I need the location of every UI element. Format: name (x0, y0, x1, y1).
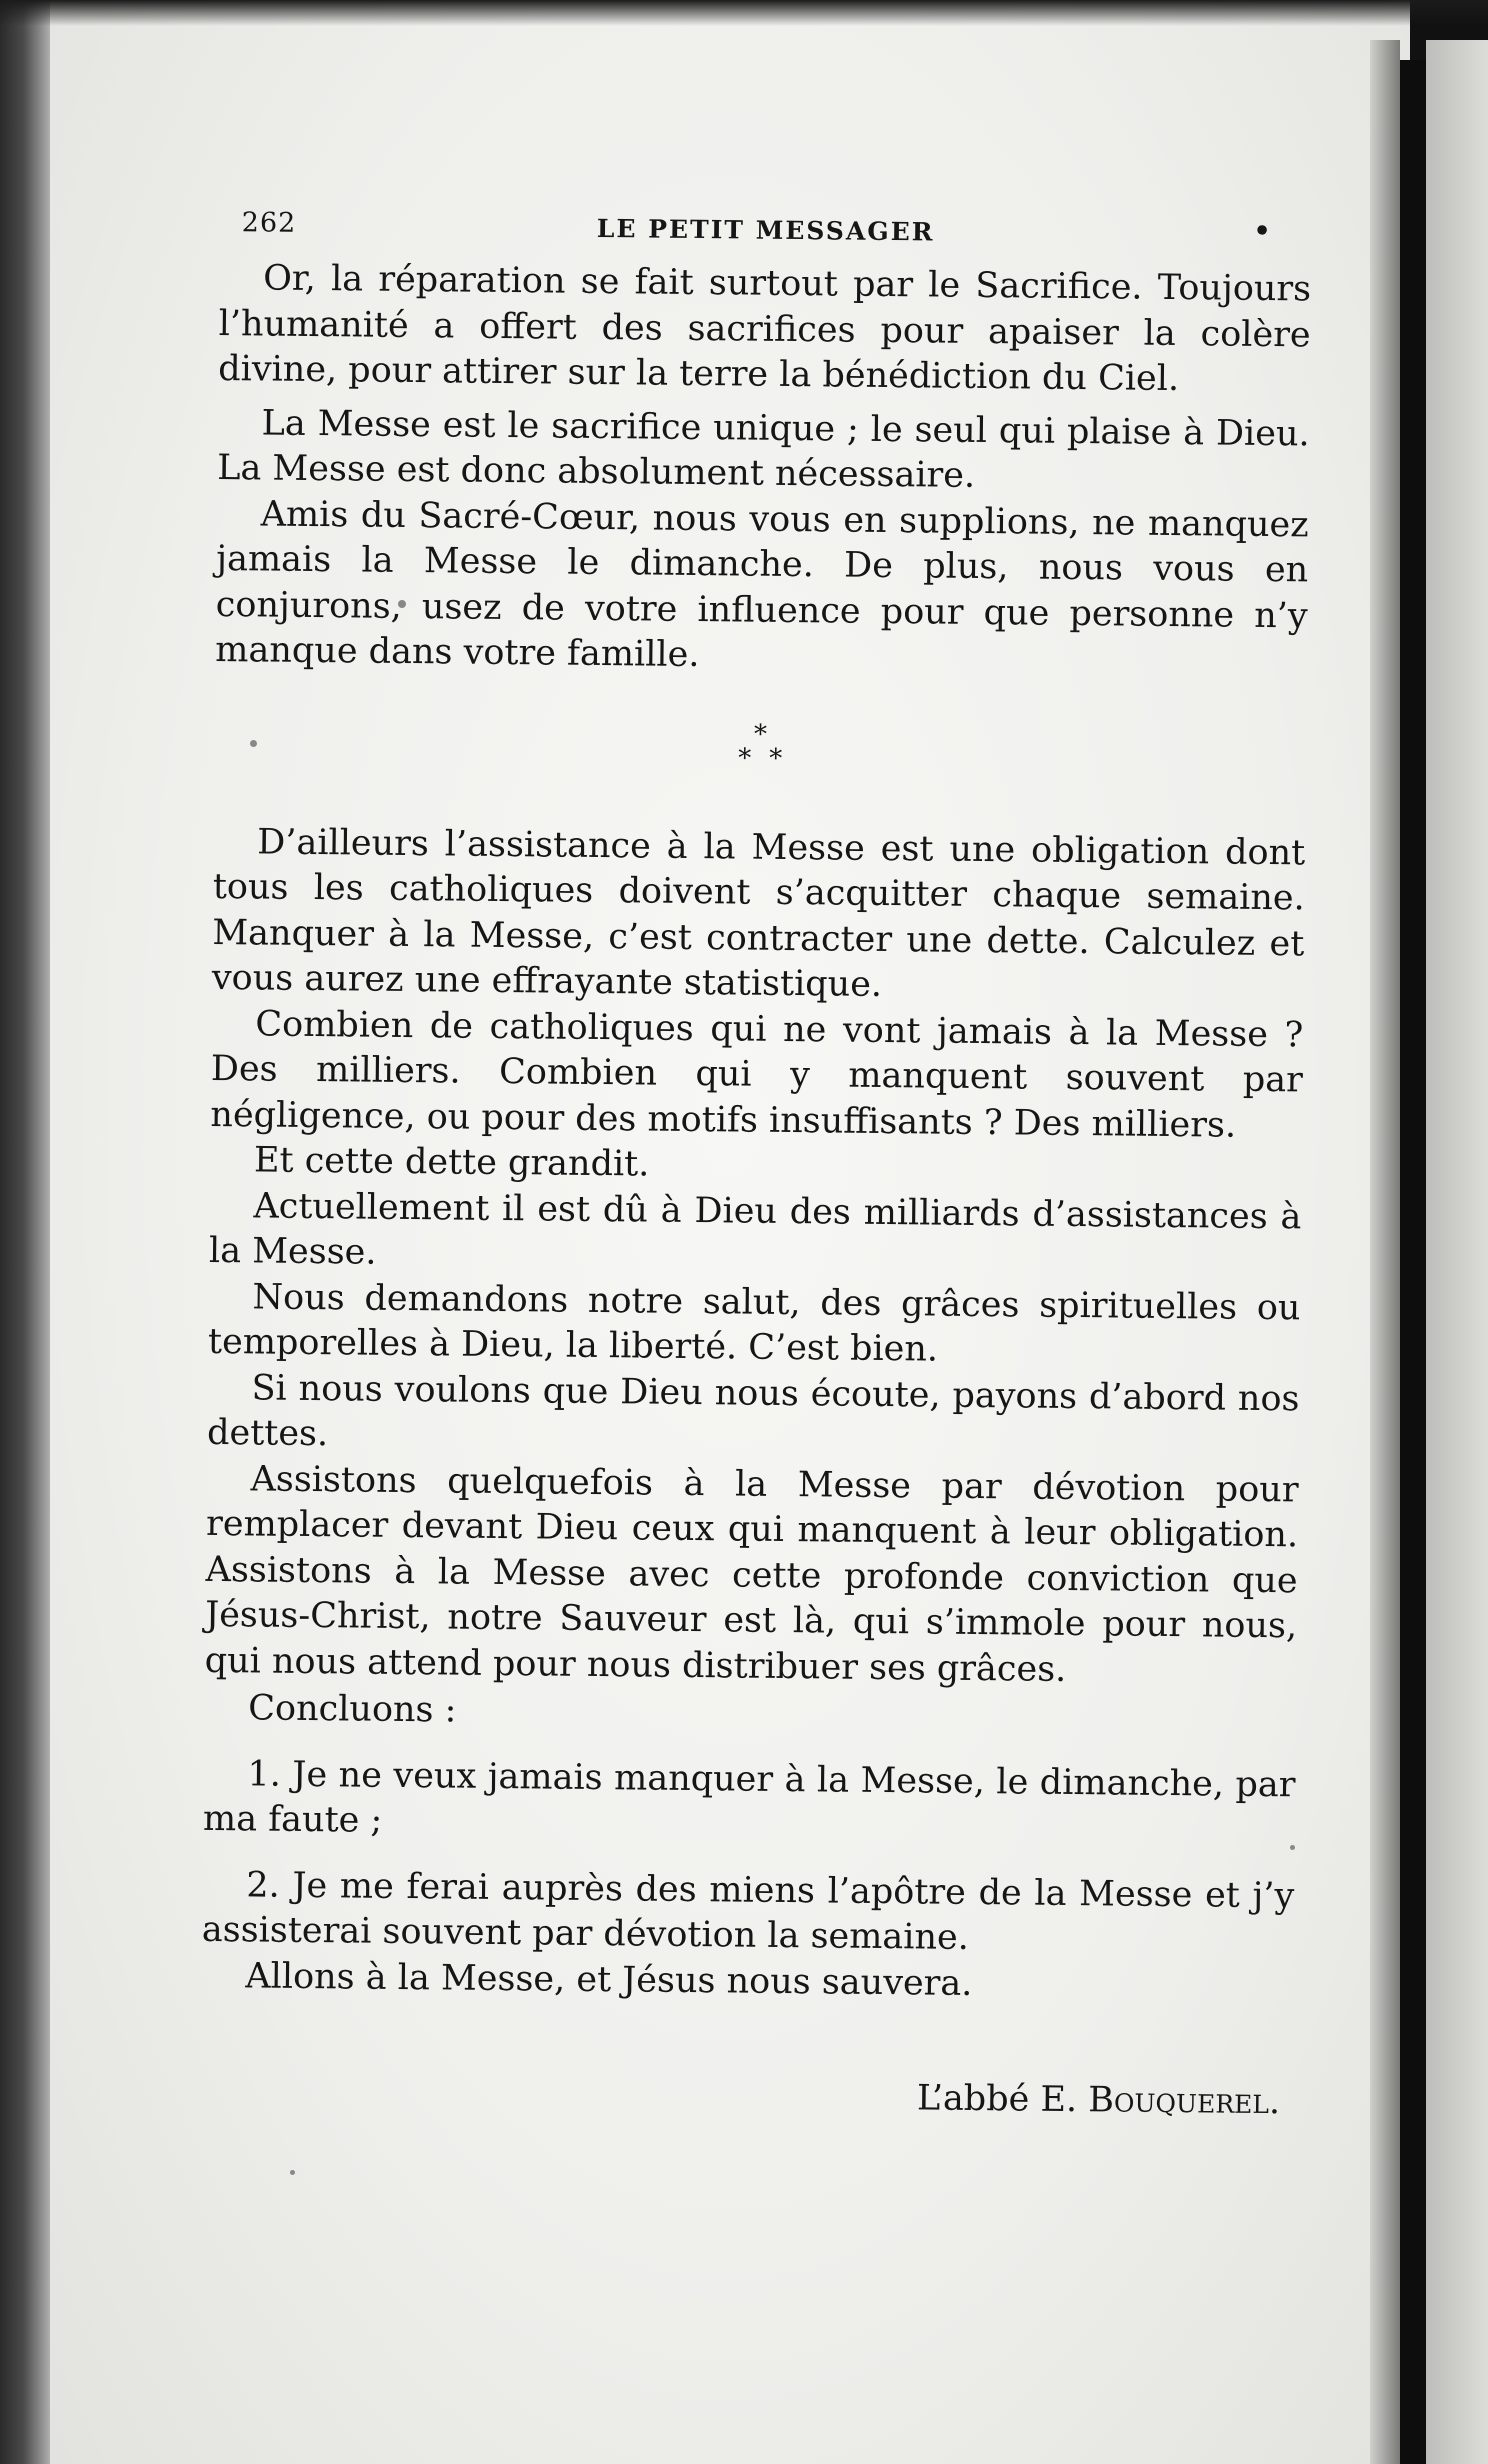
paragraph: Combien de catholiques qui ne vont jamais à la Messe ? Des milliers. Combien qui y manquent souvent par négligence, ou pour des motifs insuffisants ? Des milliers. (210, 1003, 1304, 1146)
article-text (200, 200, 1312, 2126)
top-edge-shadow (0, 0, 1488, 26)
paragraph: La Messe est le sacrifice unique ; le seul qui plaise à Dieu. La Messe est donc absolument nécessaire. (216, 402, 1310, 496)
facing-page-edge (1426, 40, 1488, 2464)
running-title: LE PETIT MESSAGER (596, 213, 935, 247)
paragraph: Or, la réparation se fait surtout par le Sacrifice. Toujours l’humanité a offert des sacrifices pour apaiser la colère divine, pour attirer sur la terre la bénédiction du Ciel. (218, 258, 1312, 400)
paragraph: D’ailleurs l’assistance à la Messe est une obligation dont tous les catholiques doivent s’acquitter chaque semaine. Manquer à la Messe, c’est contracter une dette. Calculez et vous aurez une effrayante statistique. (211, 821, 1306, 1005)
paragraph: Assistons quelquefois à la Messe par dévotion pour remplacer devant Dieu ceux qui manquent à leur obligation. Assistons à la Messe avec cette profonde conviction que Jésus-Christ, notre Sauveur est là, qui s’immole pour nous, qui nous attend pour nous distribuer ses grâces. (204, 1458, 1299, 1690)
running-header (219, 200, 1312, 267)
separator-top-star: * (753, 719, 768, 750)
conclusion-item: 2. Je me ferai auprès des miens l’apôtre de la Messe et j’y assisterai souvent par dévotion la semaine. (201, 1864, 1295, 1958)
signature-name: Bouquerel. (1088, 2080, 1281, 2123)
page-number: 262 (241, 207, 297, 239)
conclusion-item: 1. Je ne veux jamais manquer à la Messe, le dimanche, par ma faute ; (202, 1753, 1296, 1841)
header-ornament: • (1253, 215, 1272, 248)
paragraph: Si nous voulons que Dieu nous écoute, payons d’abord nos dettes. (206, 1367, 1300, 1455)
paragraph: Et cette dette grandit. (253, 1140, 650, 1185)
paragraph: Actuellement il est dû à Dieu des milliards d’assistances à la Messe. (208, 1185, 1302, 1273)
conclusion-label: Concluons : (247, 1688, 457, 1731)
section-separator (214, 715, 1307, 784)
paragraph: Amis du Sacré-Cœur, nous vous en supplions, ne manquez jamais la Messe le dimanche. De plus, nous vous en conjurons, usez de votre influence pour que personne n’y manque dans votre famille. (215, 493, 1309, 676)
paragraph: Nous demandons notre salut, des grâces spirituelles ou temporelles à Dieu, la liberté. C’est bien. (207, 1276, 1301, 1370)
dust-speck (290, 2170, 295, 2175)
facing-page-gap (1400, 60, 1426, 2464)
signature-prefix: L’abbé E. (916, 2078, 1089, 2121)
separator-bottom-stars: ** (738, 742, 801, 774)
page-gutter-shadow (1370, 40, 1400, 2464)
closing-line: Allons à la Messe, et Jésus nous sauvera. (245, 1955, 973, 2004)
